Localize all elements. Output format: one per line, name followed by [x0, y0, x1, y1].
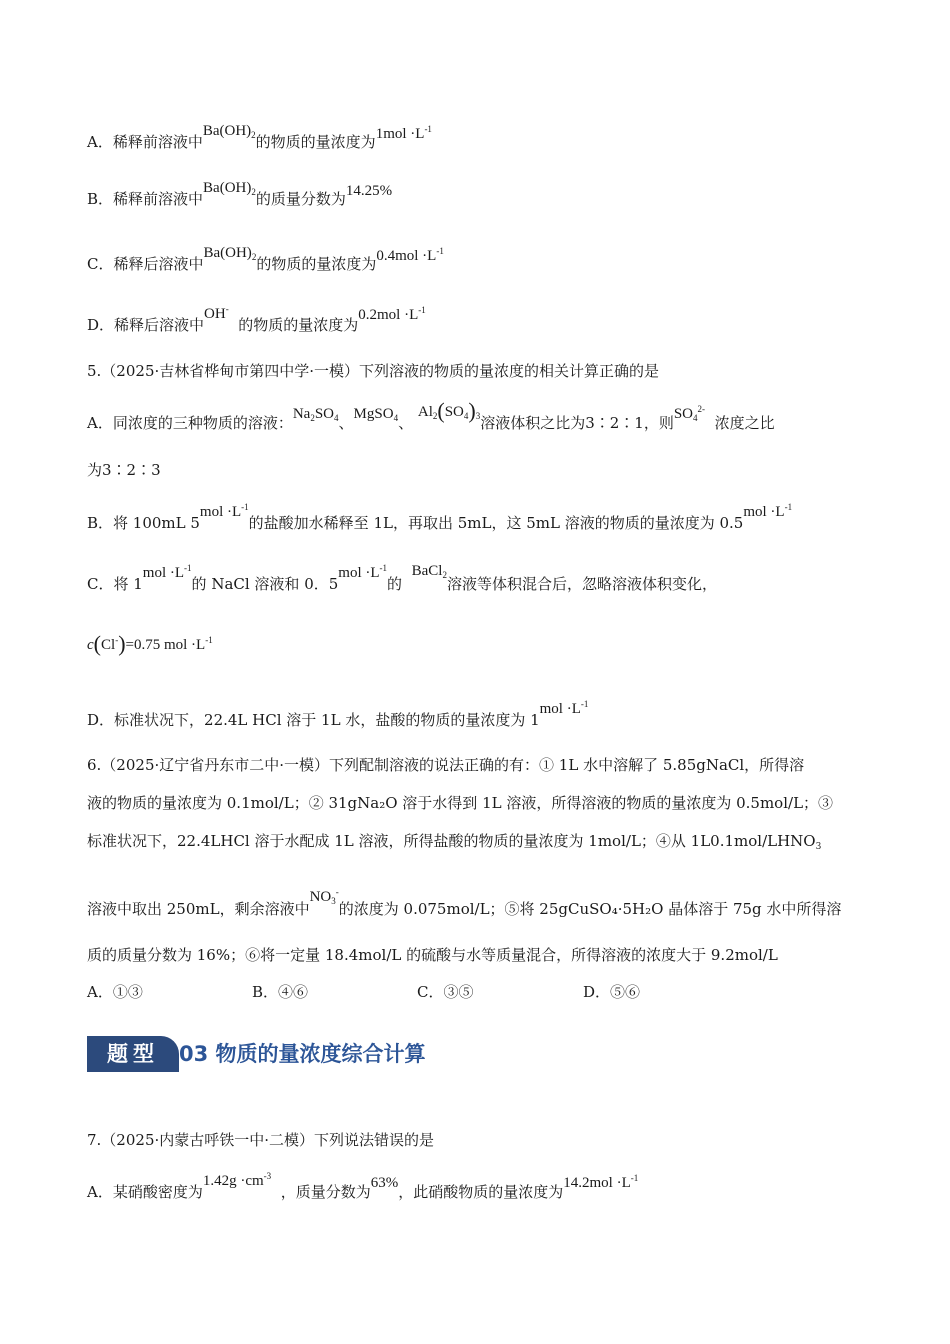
- q6-option-b: B．④⑥: [252, 983, 309, 1001]
- q5-option-c: C．将 $1mol \cdot L^{-1}$的 NaCl 溶液和 0．$5mol \cdot L^{-1}$的 BaCl$_2$溶液等体积混合后，忽略溶液体积变化，: [87, 570, 717, 599]
- q7-stem: 7.（2025·内蒙古呼铁一中·二模）下列说法错误的是: [87, 1131, 435, 1149]
- concentration-value: $14.2mol \cdot L^{-1}$: [563, 1173, 639, 1191]
- q5-option-c-equation: c(Cl-)=0.75 mol $\cdot L^{-1}$: [87, 631, 213, 656]
- q4-option-a: A．稀释前溶液中$Ba(OH)_2$的物质的量浓度为$1mol \cdot L^{-1}$: [87, 128, 432, 157]
- q6-line-3: 标准状况下，22.4LHCl 溶于水配成 1L 溶液，所得盐酸的物质的量浓度为 1mol/L；④从 $1L0.1mol/LHNO_3$: [87, 832, 822, 852]
- section-banner: [87, 1034, 507, 1074]
- unit: mol $\cdot L^{-1}$: [743, 502, 793, 520]
- unit: mol $\cdot L^{-1}$: [142, 563, 192, 581]
- chem-bacl2: BaCl$_2$: [411, 563, 447, 580]
- q6-line-2: 液的物质的量浓度为 0.1mol/L；② 31gNa₂O 溶于水得到 1L 溶液，所得溶液的物质的量浓度为 0.5mol/L；③: [87, 794, 834, 812]
- q7-option-a: A．某硝酸密度为$1.42g \cdot cm^{-3}$ ，质量分数为63%，此硝酸物质的量浓度为$14.2mol \cdot L^{-1}$: [87, 1178, 638, 1203]
- concentration-value: $0.4mol \cdot L^{-1}$: [376, 246, 444, 264]
- chem-sulfate-ion: $SO_4^{2-}$: [673, 404, 706, 423]
- chem-na2so4: $Na_2SO_4$: [292, 406, 339, 423]
- q4-option-d: D．稀释后溶液中OH- 的物质的量浓度为$0.2mol \cdot L^{-1}$: [87, 311, 426, 336]
- unit: mol $\cdot L^{-1}$: [199, 502, 249, 520]
- q5-option-b: B．将 100mL $5mol \cdot L^{-1}$的盐酸加水稀释至 1L，再取出 5mL，这 5mL 溶液的物质的量浓度为 $0.5mol \cdot L^{-1}$: [87, 509, 792, 534]
- chem-ion: OH-: [204, 304, 229, 322]
- q6-option-c: C．③⑤: [417, 983, 474, 1001]
- density-value: $1.42g \cdot cm^{-3}$: [202, 1171, 272, 1189]
- chem-formula: $Ba(OH)_2$: [203, 245, 257, 262]
- chem-formula: $Ba(OH)_2$: [202, 123, 256, 140]
- q6-line-4: 溶液中取出 250mL，剩余溶液中$NO_3^-$的浓度为 0.075mol/L；⑤将 25gCuSO₄·5H₂O 晶体溶于 75g 水中所得溶: [87, 895, 841, 924]
- chem-mgso4: MgSO$_4$: [353, 406, 399, 423]
- mass-fraction-value: 14.25%: [345, 183, 393, 199]
- q5-option-a-cont: 为3∶2∶3: [87, 461, 161, 479]
- unit: mol $\cdot L^{-1}$: [338, 563, 388, 581]
- section-tag: 题型: [87, 1036, 179, 1072]
- q5-stem: 5.（2025·吉林省桦甸市第四中学·一模）下列溶液的物质的量浓度的相关计算正确的是: [87, 362, 660, 380]
- q5-option-d: D．标准状况下，22.4L HCl 溶于 1L 水，盐酸的物质的量浓度为 $1mol \cdot L^{-1}$: [87, 706, 588, 731]
- q6-option-a: A．①③: [87, 983, 143, 1001]
- chem-nitrate-ion: $NO_3^-$: [309, 887, 339, 906]
- concentration-value: $1mol \cdot L^{-1}$: [375, 124, 432, 142]
- chem-al2so43: $Al_2(SO_4)_3$: [417, 398, 481, 423]
- unit: mol $\cdot L^{-1}$: [539, 699, 589, 717]
- concentration-value: $0.2mol \cdot L^{-1}$: [358, 305, 426, 323]
- q4-option-b: B．稀释前溶液中$Ba(OH)_2$的质量分数为14.25%: [87, 180, 393, 208]
- section-title: 03 物质的量浓度综合计算: [179, 1042, 426, 1066]
- q6-line-1: 6.（2025·辽宁省丹东市二中·一模）下列配制溶液的说法正确的有：① 1L 水中溶解了 5.85gNaCl，所得溶: [87, 756, 805, 774]
- mass-fraction-value: 63%: [370, 1175, 399, 1191]
- q6-option-d: D．⑤⑥: [583, 983, 641, 1001]
- q5-option-a: A．同浓度的三种物质的溶液：$Na_2SO_4$、MgSO$_4$、 $Al_2(SO_4)_3$溶液体积之比为3∶2∶1，则$SO_4^{2-}$ 浓度之比: [87, 398, 775, 432]
- q4-option-c: C．稀释后溶液中$Ba(OH)_2$的物质的量浓度为$0.4mol \cdot L^{-1}$: [87, 250, 444, 279]
- chem-formula: $Ba(OH)_2$: [203, 180, 256, 197]
- q6-line-5: 质的质量分数为 16%；⑥将一定量 18.4mol/L 的硫酸与水等质量混合，所得溶液的浓度大于 9.2mol/L: [87, 946, 778, 964]
